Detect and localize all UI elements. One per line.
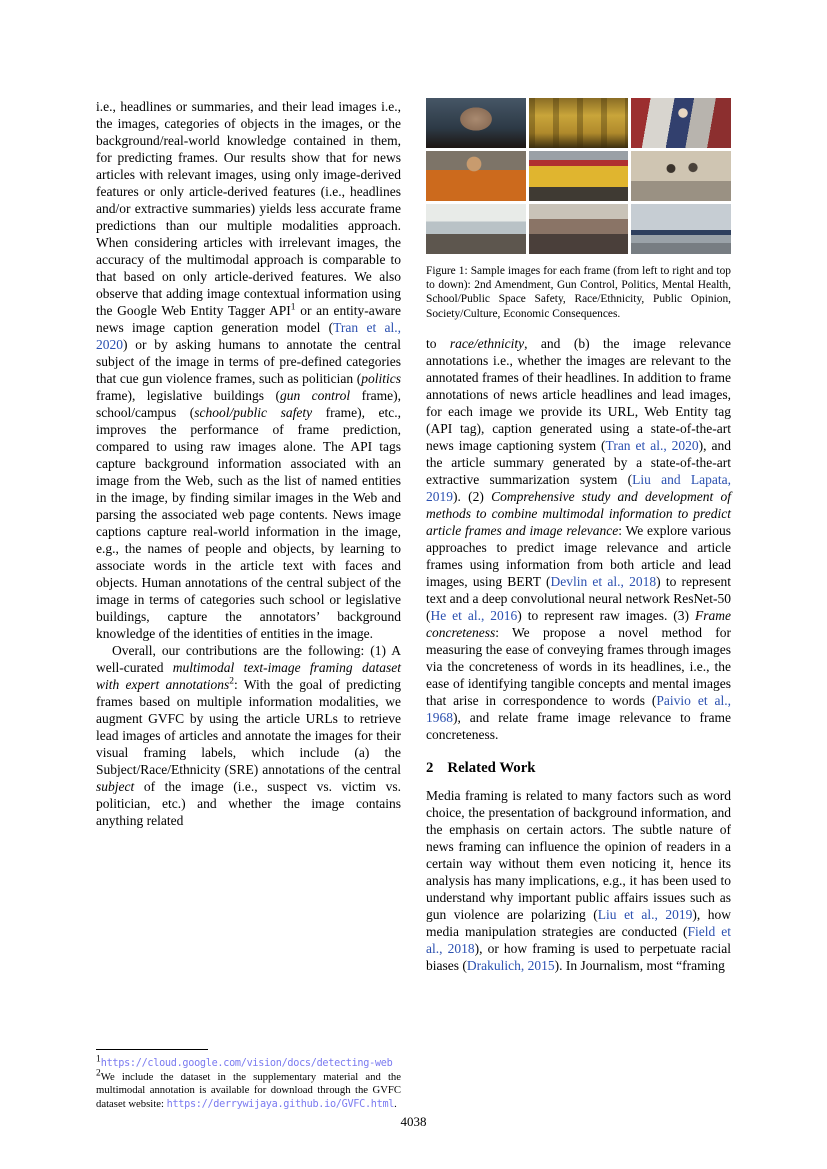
text-run: , and (b) the image relevance annotations i.e., whether the images are relevant to the annotated frames of their headlines. In addition to frame annotations of news article headlines and lead images, for each image we provide its URL, Web Entity tag (API tag), caption generated using a state-of-the-art news image captioning system ( — [426, 335, 731, 453]
figure-img-economic-consequences — [631, 204, 731, 254]
text-run: We include the dataset in the supplementary material and the multimodal annotation is available for download through the GVFC dataset website: — [96, 1070, 401, 1110]
footnote-1 — [96, 1054, 401, 1070]
emphasis-text: multimodal text-image framing dataset with expert annotations — [96, 660, 401, 692]
body-paragraph — [96, 642, 401, 829]
figure-img-mental-health — [426, 151, 526, 201]
text-run: Media framing is related to many factors such as word choice, the presentation of background information, and the emphasis on certain actors. The subtle nature of news framing can influence the opinion of readers in a certain way without them even noticing it, hence its analysis has many implications, e.g., it has been used to understand why important public affairs issues such as gun violence are polarizing ( — [426, 787, 731, 922]
text-run: ) or by asking humans to annotate the central subject of the image in terms of pre-defined categories that cue gun violence frames, such as politician ( — [96, 337, 401, 386]
citation-link[interactable]: Tran et al., 2020 — [605, 437, 699, 453]
text-run: frame), school/campus ( — [96, 388, 401, 420]
text-run: ) to represent raw images. (3) — [517, 607, 695, 623]
url-link[interactable]: https://cloud.google.com/vision/docs/detecting-web — [100, 1058, 393, 1070]
footnotes — [96, 1049, 401, 1111]
citation-link[interactable]: Liu et al., 2019 — [597, 906, 693, 922]
text-run: i.e., headlines or summaries, and their lead images i.e., the images, categories of objects in the images, or the background/real-world knowledge contained in them, for predicting frames. Our results show that for news articles with relevant images, using only image-derived features or only article-derived features (i.e., headlines and/or extractive summaries) yields less accurate frame predictions than our multiple modalities approach. When considering articles with irrelevant images, the accuracy of the multimodal approach is comparable to that based on only article-derived features. We also observe that adding image contextual information using the Google Web Entity Tagger API — [96, 99, 401, 318]
figure-img-society-culture — [529, 204, 629, 254]
text-run: : We propose a novel method for measuring the ease of conveying frames through images via the concreteness of words in its headlines, i.e., the ease of identifying tangible concepts and mental images that arise in correspondence to words ( — [426, 624, 731, 708]
page-number: 4038 — [400, 1114, 427, 1129]
left-column — [96, 98, 401, 1111]
text-run: Overall, our contributions are the following: (1) A well-curated — [96, 643, 401, 675]
footnote-marker: 1 — [96, 1054, 101, 1065]
citation-link[interactable]: Liu and Lapata, 2019 — [426, 471, 731, 504]
citation-link[interactable]: Paivio et al., 1968 — [426, 692, 731, 725]
figure-img-race-ethnicity — [631, 151, 731, 201]
text-run: ), and the article summary generated by a state-of-the-art extractive summarization system ( — [426, 437, 731, 487]
figure-img-politics — [631, 98, 731, 148]
figure-1 — [426, 98, 731, 321]
citation-link[interactable]: Tran et al., 2020 — [96, 320, 401, 352]
footnote-rule — [96, 1049, 208, 1050]
emphasis-text: subject — [96, 779, 135, 794]
text-run: to — [426, 335, 450, 351]
figure-img-public-opinion — [426, 204, 526, 254]
citation-link[interactable]: Drakulich, 2015 — [466, 957, 555, 973]
body-paragraph — [426, 335, 731, 743]
text-run: ) to represent text and a deep convolutional neural network ResNet-50 ( — [426, 573, 732, 623]
text-run: frame), legislative buildings ( — [96, 388, 280, 403]
section-number: 2 — [426, 759, 434, 776]
citation-link[interactable]: Devlin et al., 2018 — [550, 573, 657, 589]
emphasis-text: school/public safety — [194, 405, 313, 420]
figure-img-gun-control — [529, 98, 629, 148]
emphasis-text: gun control — [279, 388, 351, 403]
text-run: frame), etc., improves the performance of frame prediction, compared to using raw images alone. The API tags capture background information associated with an image from the Web, such as the list of named entities in the image, by finding similar images in the Web and parsing the associated web page contents. News image captions capture real-world information in the image, e.g., the names of people and objects, by learning to associate words in the article text with faces and objects. Human annotations of the central subject of the image in terms of categories such school or legislative buildings, capture the annotators’ background knowledge of the identities of entities in the image. — [96, 405, 401, 641]
text-run: : With the goal of predicting frames based on multiple information modalities, we augment GVFC by using the article URLs to retrieve lead images of articles and annotate the images for their visual framing labels, which include (a) the Subject/Race/Ethnicity (SRE) annotations of the central — [96, 677, 401, 777]
text-run: . — [394, 1097, 397, 1110]
text-run: ). (2) — [453, 488, 492, 504]
emphasis-text: race/ethnicity — [449, 335, 525, 351]
footnote-marker: 2 — [229, 676, 235, 687]
url-link[interactable]: https://derrywijaya.github.io/GVFC.html — [166, 1098, 395, 1110]
body-paragraph — [96, 98, 401, 642]
text-run: : We explore various approaches to predict image relevance and article frames using information from both article and lead images, using BERT ( — [426, 522, 731, 589]
figure1-image-grid — [426, 98, 731, 254]
figure-img-school-safety — [529, 151, 629, 201]
footnote-marker: 2 — [96, 1068, 101, 1079]
footnote-marker: 1 — [290, 302, 296, 313]
body-paragraph — [426, 787, 731, 974]
citation-link[interactable]: He et al., 2016 — [430, 607, 518, 623]
emphasis-text: politics — [361, 371, 401, 386]
citation-link[interactable]: Field et al., 2018 — [426, 923, 731, 956]
section-heading-related-work — [426, 759, 731, 777]
text-run: ). In Journalism, most “framing — [554, 957, 725, 973]
text-run: ), or how framing is used to perpetuate racial biases ( — [426, 940, 731, 973]
text-run: ), and relate frame image relevance to frame concreteness. — [426, 709, 731, 742]
right-column — [426, 98, 731, 1111]
text-run: ), how media manipulation strategies are conducted ( — [426, 906, 732, 939]
figure1-caption: Figure 1: Sample images for each frame (from left to right and top to down): 2nd Amendment, Gun Control, Politics, Mental Health, School/Public Space Safety, Race/Ethnicity, Public Opinion, Society/Culture, Economic Consequences. — [426, 265, 731, 320]
text-run: of the image (i.e., suspect vs. victim vs. politician, etc.) and whether the image contains anything related — [96, 779, 401, 828]
emphasis-text: Frame concreteness — [426, 607, 731, 640]
footnote-2 — [96, 1068, 401, 1111]
emphasis-text: Comprehensive study and development of methods to combine multimodal information to predict article frames and image relevance — [426, 488, 731, 538]
section-title: Related Work — [447, 759, 536, 776]
figure-img-2nd-amendment — [426, 98, 526, 148]
text-run: or an entity-aware news image caption generation model ( — [96, 303, 401, 335]
